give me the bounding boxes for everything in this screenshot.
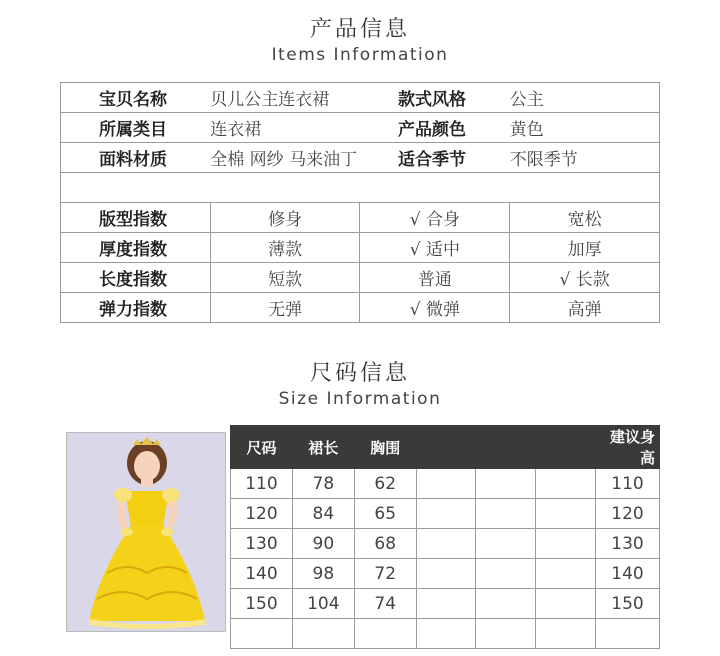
info-value: 连衣裙 [210, 113, 360, 143]
index-row [61, 203, 660, 233]
table-cell [536, 559, 596, 589]
info-value: 公主 [510, 83, 660, 113]
size-title-en: Size Information [278, 389, 442, 409]
index-label: 版型指数 [61, 203, 211, 233]
table-cell: 140 [596, 559, 660, 589]
table-row [231, 529, 660, 559]
table-row [231, 589, 660, 619]
table-cell [536, 499, 596, 529]
info-label: 产品颜色 [360, 113, 510, 143]
size-title-cn: 尺码信息 [309, 361, 410, 386]
index-row [61, 233, 660, 263]
table-cell [416, 469, 476, 499]
table-row [231, 469, 660, 499]
info-value: 贝儿公主连衣裙 [210, 83, 360, 113]
info-row [61, 143, 660, 173]
table-cell [476, 619, 536, 649]
table-cell [416, 589, 476, 619]
table-cell [354, 619, 416, 649]
header-skirt-length: 裙长 [292, 426, 354, 469]
items-title-en: Items Information [271, 45, 449, 65]
items-title-cn: 产品信息 [309, 17, 410, 42]
info-label: 面料材质 [61, 143, 211, 173]
table-row [231, 559, 660, 589]
index-option: 普通 [360, 263, 510, 293]
index-option-selected: √ 适中 [360, 233, 510, 263]
index-option: 宽松 [510, 203, 660, 233]
table-cell: 68 [354, 529, 416, 559]
table-cell [596, 619, 660, 649]
size-table [230, 425, 660, 649]
header-empty [536, 426, 596, 469]
table-row [231, 499, 660, 529]
table-cell [476, 559, 536, 589]
size-table-header [231, 426, 660, 469]
table-cell: 65 [354, 499, 416, 529]
info-label: 款式风格 [360, 83, 510, 113]
table-cell [231, 619, 293, 649]
table-cell: 98 [292, 559, 354, 589]
index-option: 短款 [210, 263, 360, 293]
index-option: 无弹 [210, 293, 360, 323]
index-row [61, 293, 660, 323]
table-cell [536, 529, 596, 559]
blank-row [61, 173, 660, 203]
info-label: 所属类目 [61, 113, 211, 143]
index-label: 厚度指数 [61, 233, 211, 263]
index-option: 薄款 [210, 233, 360, 263]
header-bust: 胸围 [354, 426, 416, 469]
index-label: 弹力指数 [61, 293, 211, 323]
index-row [61, 263, 660, 293]
table-cell: 78 [292, 469, 354, 499]
table-cell: 130 [596, 529, 660, 559]
table-cell: 110 [231, 469, 293, 499]
table-cell [476, 499, 536, 529]
table-cell [476, 589, 536, 619]
items-info-table [60, 82, 660, 323]
table-cell: 150 [596, 589, 660, 619]
index-option-selected: √ 微弹 [360, 293, 510, 323]
info-row [61, 83, 660, 113]
index-option-selected: √ 长款 [510, 263, 660, 293]
info-value: 全棉 网纱 马来油丁 [210, 143, 360, 173]
table-cell: 62 [354, 469, 416, 499]
header-suggested-height: 建议身高 [596, 426, 660, 469]
table-cell: 110 [596, 469, 660, 499]
header-empty [416, 426, 476, 469]
table-cell [536, 619, 596, 649]
table-cell [416, 619, 476, 649]
table-cell [416, 499, 476, 529]
table-cell: 150 [231, 589, 293, 619]
items-section-title [0, 16, 720, 66]
table-cell: 104 [292, 589, 354, 619]
info-row [61, 113, 660, 143]
blank-cell [61, 173, 660, 203]
info-value: 不限季节 [510, 143, 660, 173]
table-cell [536, 589, 596, 619]
size-section-title [0, 360, 720, 410]
info-label: 宝贝名称 [61, 83, 211, 113]
info-label: 适合季节 [360, 143, 510, 173]
table-cell: 120 [596, 499, 660, 529]
index-option: 高弹 [510, 293, 660, 323]
table-cell [476, 469, 536, 499]
table-cell: 74 [354, 589, 416, 619]
table-cell [536, 469, 596, 499]
product-photo [66, 432, 226, 632]
index-option: 修身 [210, 203, 360, 233]
info-value: 黄色 [510, 113, 660, 143]
table-cell [476, 529, 536, 559]
header-empty [476, 426, 536, 469]
table-cell: 90 [292, 529, 354, 559]
header-size: 尺码 [231, 426, 293, 469]
table-cell: 120 [231, 499, 293, 529]
table-cell [416, 529, 476, 559]
table-cell: 84 [292, 499, 354, 529]
index-option-selected: √ 合身 [360, 203, 510, 233]
table-cell: 140 [231, 559, 293, 589]
table-cell [292, 619, 354, 649]
dress-illustration [67, 433, 226, 632]
index-label: 长度指数 [61, 263, 211, 293]
index-option: 加厚 [510, 233, 660, 263]
table-cell: 130 [231, 529, 293, 559]
table-cell [416, 559, 476, 589]
table-cell: 72 [354, 559, 416, 589]
table-row [231, 619, 660, 649]
